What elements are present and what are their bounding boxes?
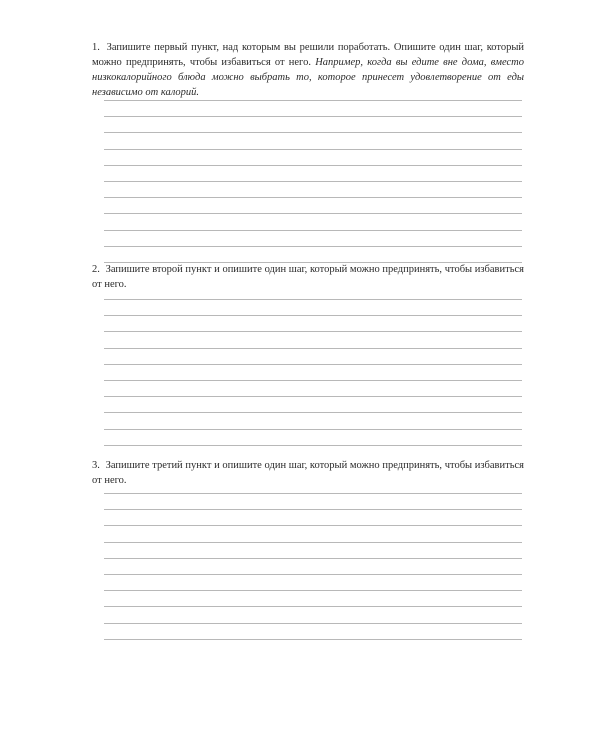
question-3-number: 3.: [92, 460, 100, 471]
question-1-example: Например, когда вы едите вне дома, вместо низкокалорийного блюда можно выбрать то, которое принесет удовлетворение от еды независимо от калорий.: [92, 57, 525, 98]
question-1-instruction: Запишите первый пункт, над которым вы решили поработать. Опишите один шаг, который можно предпринять, чтобы избавиться от него.: [92, 42, 524, 68]
question-2-number: 2.: [92, 264, 100, 275]
answer-line[interactable]: [104, 412, 522, 413]
answer-line[interactable]: [104, 590, 522, 591]
question-1-number: 1.: [92, 42, 100, 53]
answer-line[interactable]: [104, 197, 522, 198]
answer-line[interactable]: [104, 213, 522, 214]
answer-line[interactable]: [104, 348, 522, 349]
answer-line[interactable]: [104, 380, 522, 381]
answer-line[interactable]: [104, 132, 522, 133]
answer-line[interactable]: [104, 542, 522, 543]
answer-line[interactable]: [104, 331, 522, 332]
answer-line[interactable]: [104, 315, 522, 316]
answer-line[interactable]: [104, 623, 522, 624]
question-1-text: [92, 40, 524, 100]
question-2-instruction: Запишите второй пункт и опишите один шаг, который можно предпринять, чтобы избавиться от него.: [92, 264, 525, 290]
question-1: [92, 40, 524, 100]
answer-line[interactable]: [104, 509, 522, 510]
answer-line[interactable]: [104, 246, 522, 247]
answer-line[interactable]: [104, 116, 522, 117]
answer-line[interactable]: [104, 606, 522, 607]
answer-line[interactable]: [104, 558, 522, 559]
answer-line[interactable]: [104, 445, 522, 446]
question-3: [92, 458, 524, 488]
answer-line[interactable]: [104, 639, 522, 640]
answer-line[interactable]: [104, 230, 522, 231]
answer-line[interactable]: [104, 181, 522, 182]
answer-line[interactable]: [104, 493, 522, 494]
answer-line[interactable]: [104, 364, 522, 365]
question-2-text: [92, 262, 524, 292]
answer-line[interactable]: [104, 165, 522, 166]
question-3-instruction: Запишите третий пункт и опишите один шаг, который можно предпринять, чтобы избавиться от него.: [92, 460, 524, 486]
answer-line[interactable]: [104, 396, 522, 397]
answer-line[interactable]: [104, 525, 522, 526]
question-2: [92, 262, 524, 292]
answer-line[interactable]: [104, 100, 522, 101]
answer-line[interactable]: [104, 149, 522, 150]
answer-line[interactable]: [104, 429, 522, 430]
answer-line[interactable]: [104, 574, 522, 575]
question-3-text: [92, 458, 524, 488]
answer-line[interactable]: [104, 299, 522, 300]
